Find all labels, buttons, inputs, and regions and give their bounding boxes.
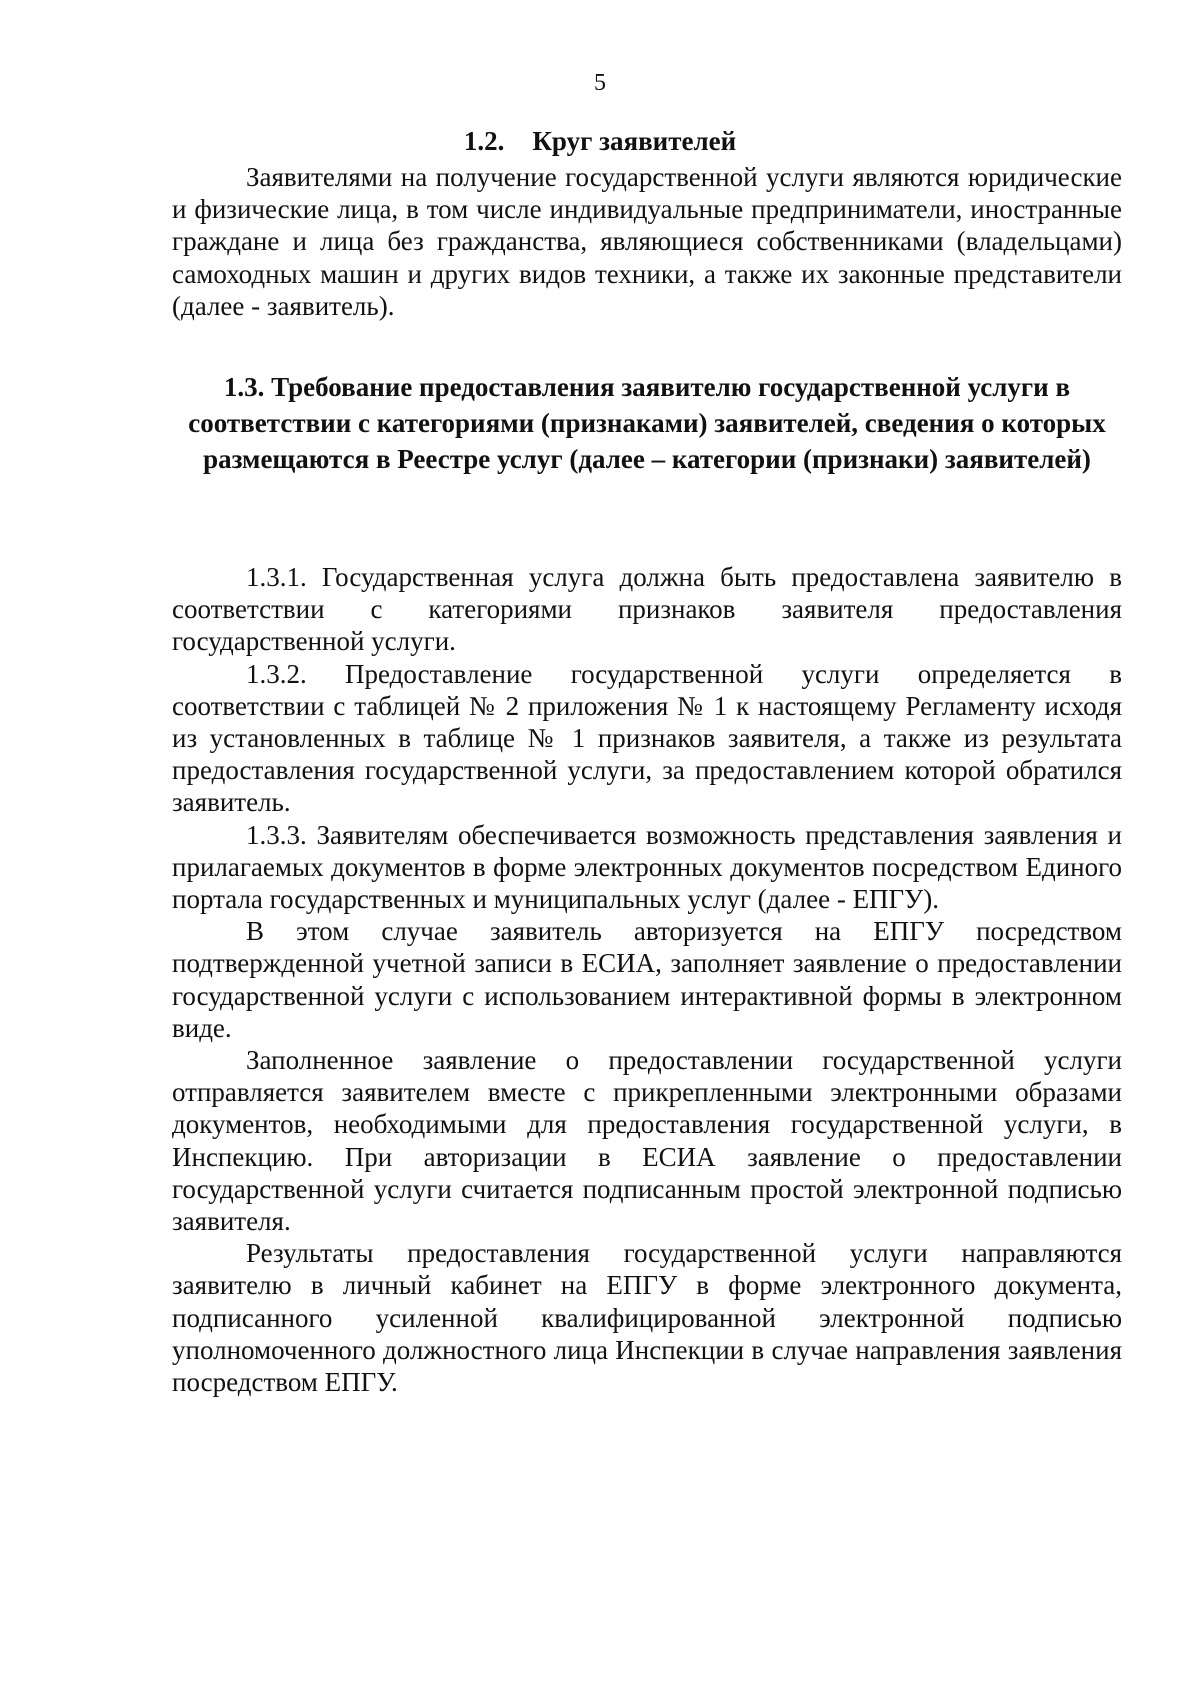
page-number: 5 [594,70,606,96]
paragraph-application-sending: Заполненное заявление о предоставлении государственной услуги отправляется заявителем вместе с прикрепленными электронными образами документов, необходимыми для предоставления государственной услуги, в Инспекцию. При авторизации в ЕСИА заявление о предоставлении государственной услуги считается подписанным простой электронной подписью заявителя. [172,1045,1122,1237]
section-heading-1-2 [0,124,1200,158]
paragraph: Заявителями на получение государственной услуги являются юридические и физические лица, в том числе индивидуальные предприниматели, иностранные граждане и лица без гражданства, являющиеся собственниками (владельцами) самоходных машин и других видов техники, а также их законные представители (далее - заявитель). [172,162,1122,321]
paragraph-1-3-3: 1.3.3. Заявителям обеспечивается возможность представления заявления и прилагаемых документов в форме электронных документов посредством Единого портала государственных и муниципальных услуг (далее - ЕПГУ). [172,819,1122,915]
paragraph-epgu-auth: В этом случае заявитель авторизуется на ЕПГУ посредством подтвержденной учетной записи в ЕСИА, заполняет заявление о предоставлении государственной услуги с использованием интерактивной формы в электронном виде. [172,916,1122,1043]
section-heading-1-3: 1.3. Требование предоставления заявителю государственной услуги в соответствии с категориями (признаками) заявителей, сведения о которых размещаются в Реестре услуг (далее – категории (признаки) заявителей) [188,372,1106,474]
paragraph-1-3-2: 1.3.2. Предоставление государственной услуги определяется в соответствии с таблицей № 2 приложения № 1 к настоящему Регламенту исходя из установленных в таблице № 1 признаков заявителя, а также из результата предоставления государственной услуги, за предоставлением которой обратился заявитель. [172,658,1122,818]
paragraph-results: Результаты предоставления государственной услуги направляются заявителю в личный кабинет на ЕПГУ в форме электронного документа, подписанного усиленной квалифицированной электронной подписью уполномоченного должностного лица Инспекции в случае направления заявления посредством ЕПГУ. [172,1238,1122,1398]
paragraph-1-3-1: 1.3.1. Государственная услуга должна быть предоставлена заявителю в соответствии с категориями признаков заявителя предоставления государственной услуги. [172,562,1122,657]
section-1-2-body [172,161,1122,322]
section-title: Круг заявителей [532,126,737,156]
section-number: 1.2. [463,126,505,156]
section-1-3-body [172,561,1122,1398]
